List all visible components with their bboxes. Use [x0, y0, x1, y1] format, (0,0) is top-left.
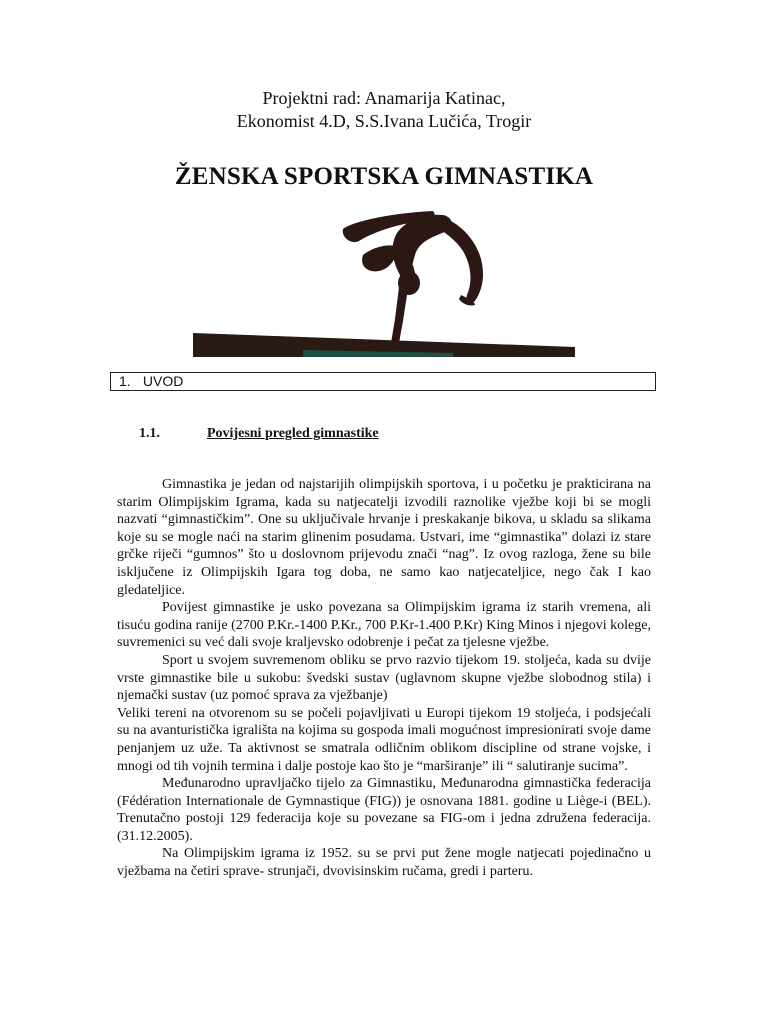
- subsection-number: 1.1.: [139, 426, 160, 441]
- paragraph: Gimnastika je jedan od najstarijih olimpijskih sportova, i u početku je prakticirana na starim Olimpijskim Igrama, kada su natjecatelji izvodili raznolike vježbe koji bi se mogli nazvati “gimnastičkim”. One su uključivale hrvanje i preskakanje bikova, u skladu sa slikama koje su se mogle naći na starim glinenim posudama. Ustvari, ime “gimnastika” dolazi iz stare grčke riječi “gumnos” što u doslovnom prijevodu znači “nag”. Iz ovog razloga, žene su bile isključene iz Olimpijskih Igara tog doba, ne samo kao natjecateljice, nego čak I kao gledateljice.: [117, 477, 651, 598]
- paragraph: Veliki tereni na otvorenom su se počeli pojavljivati u Europi tijekom 19 stoljeća, i podsjećali su na avanturistička igrališta na kojima su gospoda imali mogućnost impresionirati svoje dame penjanjem uz uže. Ta aktivnost se smatrala odličnim oblikom discipline od strane vojske, i mnogi od tih vojnih termina i dalje postoje kao što je “marširanje” ili “ salutiranje sucima”.: [117, 705, 651, 774]
- paragraph: Međunarodno upravljačko tijelo za Gimnastiku, Međunarodna gimnastička federacija (Fédération Internationale de Gymnastique (FIG)) je osnovana 1881. godine u Liège-i (BEL). Trenutačno postoji 129 federacija koje su povezane sa FIG-om i jedna združena federacija. (31.12.2005).: [117, 776, 651, 844]
- school-line: Ekonomist 4.D, S.S.Ivana Lučića, Trogir: [236, 111, 532, 131]
- author-line: Projektni rad: Anamarija Katinac,: [262, 88, 506, 108]
- subsection-title: Povijesni pregled gimnastike: [207, 426, 379, 441]
- body-text: [117, 476, 651, 881]
- section-label: UVOD: [142, 373, 184, 389]
- paragraph: Na Olimpijskim igrama iz 1952. su se prvi put žene mogle natjecati pojedinačno u vježbama na četiri sprave- strunjači, dvovisinskim ručama, gredi i parteru.: [117, 846, 651, 880]
- paragraph: Sport u svojem suvremenom obliku se prvo razvio tijekom 19. stoljeća, kada su dvije vrste gimnastike bile u sukobu: švedski sustav (uglavnom skupne vježbe slobodnog stila) i njemački sustav (uz pomoć sprava za vježbanje): [117, 652, 651, 704]
- paragraph: Povijest gimnastike je usko povezana sa Olimpijskim igrama iz starih vremena, ali tisuću godina ranije (2700 P.Kr.-1400 P.Kr., 700 P.Kr-1.400 P.Kr) King Minos i njegovi kolege, suvremenici su već dali svoje kraljevsko odobrenje i pečat za tjelesne vježbe.: [117, 600, 651, 651]
- gymnast-on-beam-silhouette: [193, 207, 575, 357]
- section-heading-box: [110, 372, 656, 391]
- document-title: ŽENSKA SPORTSKA GIMNASTIKA: [174, 163, 594, 190]
- section-number: 1.: [119, 373, 131, 389]
